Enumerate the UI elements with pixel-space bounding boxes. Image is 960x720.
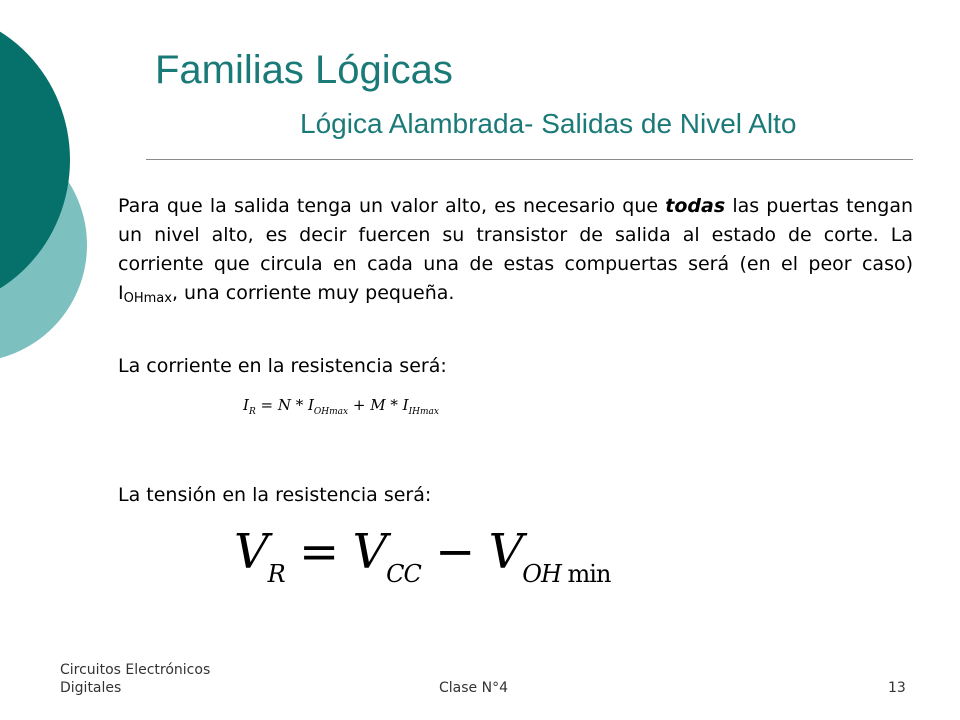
slide-subtitle: Lógica Alambrada- Salidas de Nivel Alto <box>300 108 797 139</box>
eq1-part1: I <box>243 396 249 414</box>
body-paragraph-1 <box>118 192 913 308</box>
footer-page-number: 13 <box>888 680 906 696</box>
equation-current <box>243 396 439 417</box>
paragraph-1-text-c: , una corriente muy pequeña. <box>171 282 455 304</box>
eq1-sub3: IHmax <box>408 407 439 417</box>
eq1-part2: = N * I <box>255 396 314 414</box>
eq2-part3: − V <box>420 524 523 580</box>
eq2-sub3b: min <box>560 560 611 588</box>
paragraph-1-text-a: Para que la salida tenga un valor alto, es necesario que <box>118 195 666 217</box>
eq2-sub2: CC <box>386 560 421 588</box>
footer-course-line1: Circuitos Electrónicos <box>60 662 211 678</box>
footer-course-line2: Digitales <box>60 680 122 696</box>
body-paragraph-2: La corriente en la resistencia será: <box>118 355 447 377</box>
paragraph-1-text-b: las puertas tengan un nivel alto, es decir fuercen su transistor de salida al estado de corte. La corriente que circula en cada una de estas compuertas será (en el peor caso) I <box>118 195 914 304</box>
slide-title: Familias Lógicas <box>155 48 453 92</box>
footer-class: Clase N°4 <box>439 680 508 696</box>
body-paragraph-3: La tensión en la resistencia será: <box>118 484 432 506</box>
eq2-part1: V <box>234 524 268 580</box>
eq2-sub3a: OH <box>522 560 561 588</box>
title-divider <box>146 159 913 160</box>
eq2-sub1: R <box>267 560 285 588</box>
equation-voltage <box>234 524 610 588</box>
eq1-sub1: R <box>248 407 256 417</box>
eq1-part3: + M * I <box>348 396 409 414</box>
eq2-part2: = V <box>284 524 387 580</box>
subscript-ohmax: OHmax <box>123 291 172 306</box>
eq1-sub2: OHmax <box>313 407 349 417</box>
emphasis-todas: todas <box>665 195 726 217</box>
decorative-circles <box>0 0 130 400</box>
